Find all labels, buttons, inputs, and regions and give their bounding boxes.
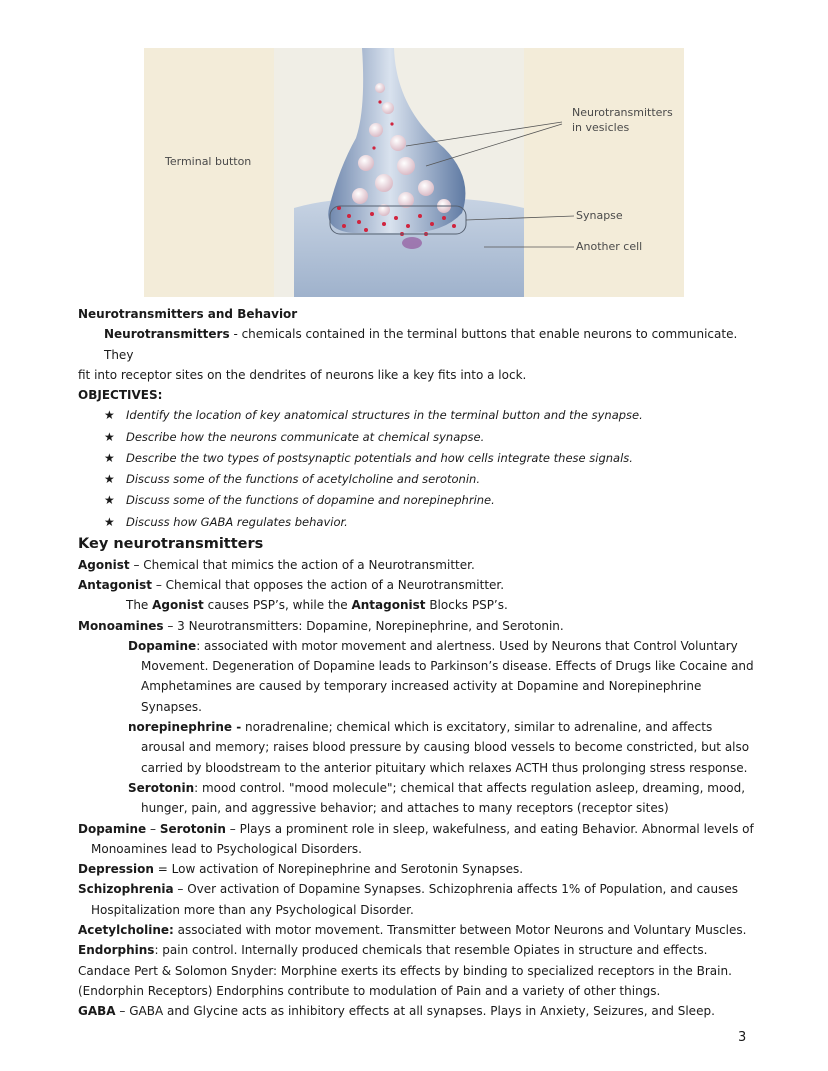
intro-term: Neurotransmitters bbox=[104, 327, 230, 342]
objectives-list bbox=[78, 405, 758, 532]
label-terminal-button: Terminal button bbox=[165, 155, 252, 168]
agonist-def: Agonist – Chemical that mimics the action of a Neurotransmitter. bbox=[78, 557, 475, 572]
list-item: ★ Discuss some of the functions of acetylcholine and serotonin. bbox=[104, 469, 758, 490]
acetylcholine-def: Acetylcholine: associated with motor movement. Transmitter between Motor Neurons and Voluntary Muscles. bbox=[78, 923, 747, 938]
list-item: ★ Describe how the neurons communicate at chemical synapse. bbox=[104, 427, 758, 448]
dopamine-serotonin-def: Dopamine – Serotonin – Plays a prominent role in sleep, wakefulness, and eating Behavior. Abnormal levels of Monoamines lead to Psychological Disorders. bbox=[78, 821, 754, 856]
objectives-heading: OBJECTIVES: bbox=[78, 388, 163, 403]
antagonist-def: Antagonist – Chemical that opposes the action of a Neurotransmitter. bbox=[78, 578, 505, 592]
list-item: ★ Discuss some of the functions of dopamine and norepinephrine. bbox=[104, 490, 758, 511]
section-title: Neurotransmitters and Behavior bbox=[78, 307, 298, 321]
serotonin-def: Serotonin: mood control. "mood molecule"; chemical that affects regulation asleep, dreaming, mood, hunger, pain, and aggressive behavior; and attaches to many receptors (receptor sites) bbox=[128, 780, 746, 816]
star-bullet-icon: ★ bbox=[104, 514, 115, 529]
synapse-illustration bbox=[144, 48, 684, 297]
label-neurotransmitters: Neurotransmitters bbox=[572, 106, 673, 119]
document-body bbox=[78, 304, 758, 1022]
norepinephrine-def: norepinephrine - noradrenaline; chemical which is excitatory, similar to adrenaline, and affects arousal and memory; raises blood pressure by causing blood vessels to become constricted, but also carried by bloodstream to the anterior pituitary which relaxes ACTH thus prolonging stress response. bbox=[128, 720, 750, 775]
schizophrenia-def: Schizophrenia – Over activation of Dopamine Synapses. Schizophrenia affects 1% of Population, and causes Hospitalization more than any Psychological Disorder. bbox=[78, 882, 739, 917]
list-item: ★ Identify the location of key anatomical structures in the terminal button and the synapse. bbox=[104, 405, 758, 426]
monoamines-def: Monoamines – 3 Neurotransmitters: Dopamine, Norepinephrine, and Serotonin. bbox=[78, 618, 564, 633]
label-in-vesicles: in vesicles bbox=[572, 121, 630, 134]
intro-paragraph: Neurotransmitters - chemicals contained in the terminal buttons that enable neurons to communicate. They bbox=[104, 327, 738, 362]
agonist-antagonist-line: The Agonist causes PSP’s, while the Antagonist Blocks PSP’s. bbox=[126, 598, 508, 613]
depression-def: Depression = Low activation of Norepinephrine and Serotonin Synapses. bbox=[78, 862, 524, 877]
intro-paragraph-cont: fit into receptor sites on the dendrites of neurons like a key fits into a lock. bbox=[78, 367, 527, 382]
star-bullet-icon: ★ bbox=[104, 450, 115, 465]
gaba-def: GABA – GABA and Glycine acts as inhibitory effects at all synapses. Plays in Anxiety, Seizures, and Sleep. bbox=[78, 1004, 715, 1019]
star-bullet-icon: ★ bbox=[104, 429, 115, 444]
page-number: 3 bbox=[738, 1030, 747, 1045]
list-item: ★ Describe the two types of postsynaptic potentials and how cells integrate these signals. bbox=[104, 448, 758, 469]
synapse-figure bbox=[144, 48, 684, 297]
star-bullet-icon: ★ bbox=[104, 493, 115, 508]
star-bullet-icon: ★ bbox=[104, 408, 115, 423]
key-neurotransmitters-heading: Key neurotransmitters bbox=[78, 535, 264, 552]
label-synapse: Synapse bbox=[576, 209, 623, 222]
star-bullet-icon: ★ bbox=[104, 472, 115, 487]
label-another-cell: Another cell bbox=[576, 240, 643, 253]
list-item: ★ Discuss how GABA regulates behavior. bbox=[104, 512, 758, 533]
dopamine-def: Dopamine: associated with motor movement and alertness. Used by Neurons that Control Voluntary Movement. Degeneration of Dopamine leads to Parkinson’s disease. Effects of Drugs like Cocaine and Amphetamines are caused by temporary increased activity at Dopamine and Norepinephrine Synapses. bbox=[128, 638, 754, 714]
endorphins-def: Endorphins: pain control. Internally produced chemicals that resemble Opiates in structure and effects. Candace Pert & Solomon Snyder: Morphine exerts its effects by binding to specialized receptors in the Brain. (Endorphin Receptors) Endorphins contribute to modulation of Pain and a variety of other things. bbox=[78, 943, 732, 998]
